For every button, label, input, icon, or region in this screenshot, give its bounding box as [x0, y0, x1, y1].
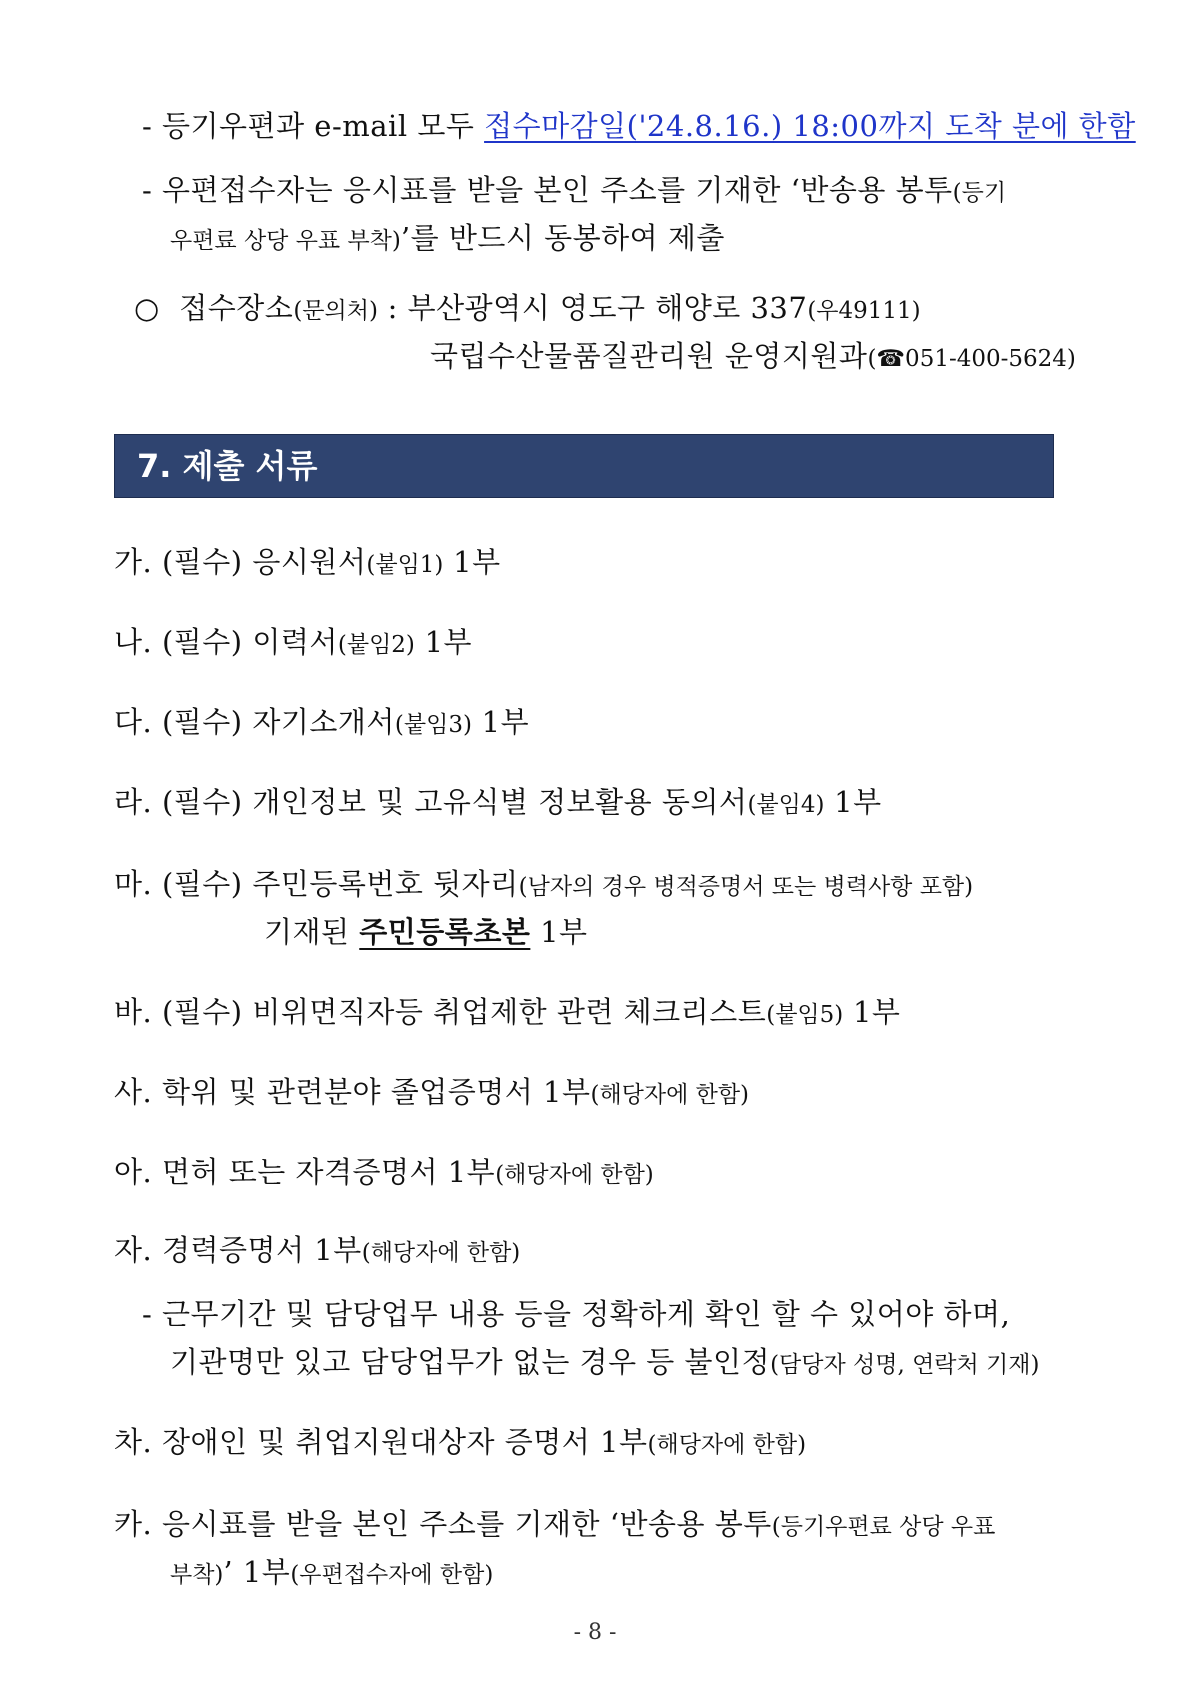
list-item: 나. (필수) 이력서(붙임2) 1부 — [114, 625, 473, 659]
office-name: 국립수산물품질관리원 운영지원과 — [430, 339, 868, 373]
deadline-link[interactable]: 접수마감일('24.8.16.) 18:00까지 도착 분에 한함 — [484, 109, 1136, 143]
registered-mail-note — [142, 106, 1136, 146]
page-number: - 8 - — [573, 1620, 617, 1645]
list-item: 아. 면허 또는 자격증명서 1부(해당자에 한함) — [114, 1155, 654, 1189]
return-envelope-note-small: (등기 — [952, 180, 1007, 206]
return-envelope-note-text: - 우편접수자는 응시표를 받을 본인 주소를 기재한 ‘반송용 봉투 — [142, 173, 953, 207]
registered-mail-note-text: - 등기우편과 e-mail 모두 — [142, 109, 485, 143]
zip-code: (우49111) — [807, 298, 921, 324]
inquiry-label: (문의처) — [293, 298, 378, 324]
list-item: 다. (필수) 자기소개서(붙임3) 1부 — [114, 705, 530, 739]
return-envelope-note-cont — [170, 218, 725, 261]
list-item-continuation: 기재된 주민등록초본 1부 — [264, 915, 588, 949]
reception-location-label: 접수장소 — [179, 291, 294, 325]
list-item-subnote: 기관명만 있고 담당업무가 없는 경우 등 불인정(담당자 성명, 연락처 기재) — [170, 1345, 1040, 1379]
section-title: 7. 제출 서류 — [137, 447, 318, 485]
list-item: 라. (필수) 개인정보 및 고유식별 정보활용 동의서(붙임4) 1부 — [114, 785, 882, 819]
list-item: 차. 장애인 및 취업지원대상자 증명서 1부(해당자에 한함) — [114, 1425, 807, 1459]
return-envelope-note — [142, 170, 1006, 213]
colon: : — [377, 291, 408, 325]
list-item: 사. 학위 및 관련분야 졸업증명서 1부(해당자에 한함) — [114, 1075, 750, 1109]
list-item-continuation: 부착)’ 1부(우편접수자에 한함) — [170, 1555, 494, 1589]
reception-location — [134, 288, 921, 331]
list-item-subnote: - 근무기간 및 담당업무 내용 등을 정확하게 확인 할 수 있어야 하며, — [142, 1297, 1011, 1331]
bullet-circle: ○ — [134, 291, 160, 325]
list-item: 가. (필수) 응시원서(붙임1) 1부 — [114, 545, 501, 579]
return-envelope-stamp-note: 우편료 상당 우표 부착) — [170, 228, 401, 254]
reception-office — [430, 336, 1076, 379]
list-item: 카. 응시표를 받을 본인 주소를 기재한 ‘반송용 봉투(등기우편료 상당 우표 — [114, 1507, 996, 1541]
return-envelope-enclose-text: ’를 반드시 동봉하여 제출 — [400, 221, 725, 255]
list-item: 바. (필수) 비위면직자등 취업제한 관련 체크리스트(붙임5) 1부 — [114, 995, 901, 1029]
list-item: 자. 경력증명서 1부(해당자에 한함) — [114, 1233, 521, 1267]
phone-number: (☎051-400-5624) — [867, 346, 1076, 372]
list-item: 마. (필수) 주민등록번호 뒷자리(남자의 경우 병적증명서 또는 병력사항 포함) — [114, 867, 974, 901]
resident-registration-abstract: 주민등록초본 — [359, 915, 531, 949]
section-heading-bar — [114, 434, 1054, 498]
address: 부산광역시 영도구 해양로 337 — [407, 291, 808, 325]
